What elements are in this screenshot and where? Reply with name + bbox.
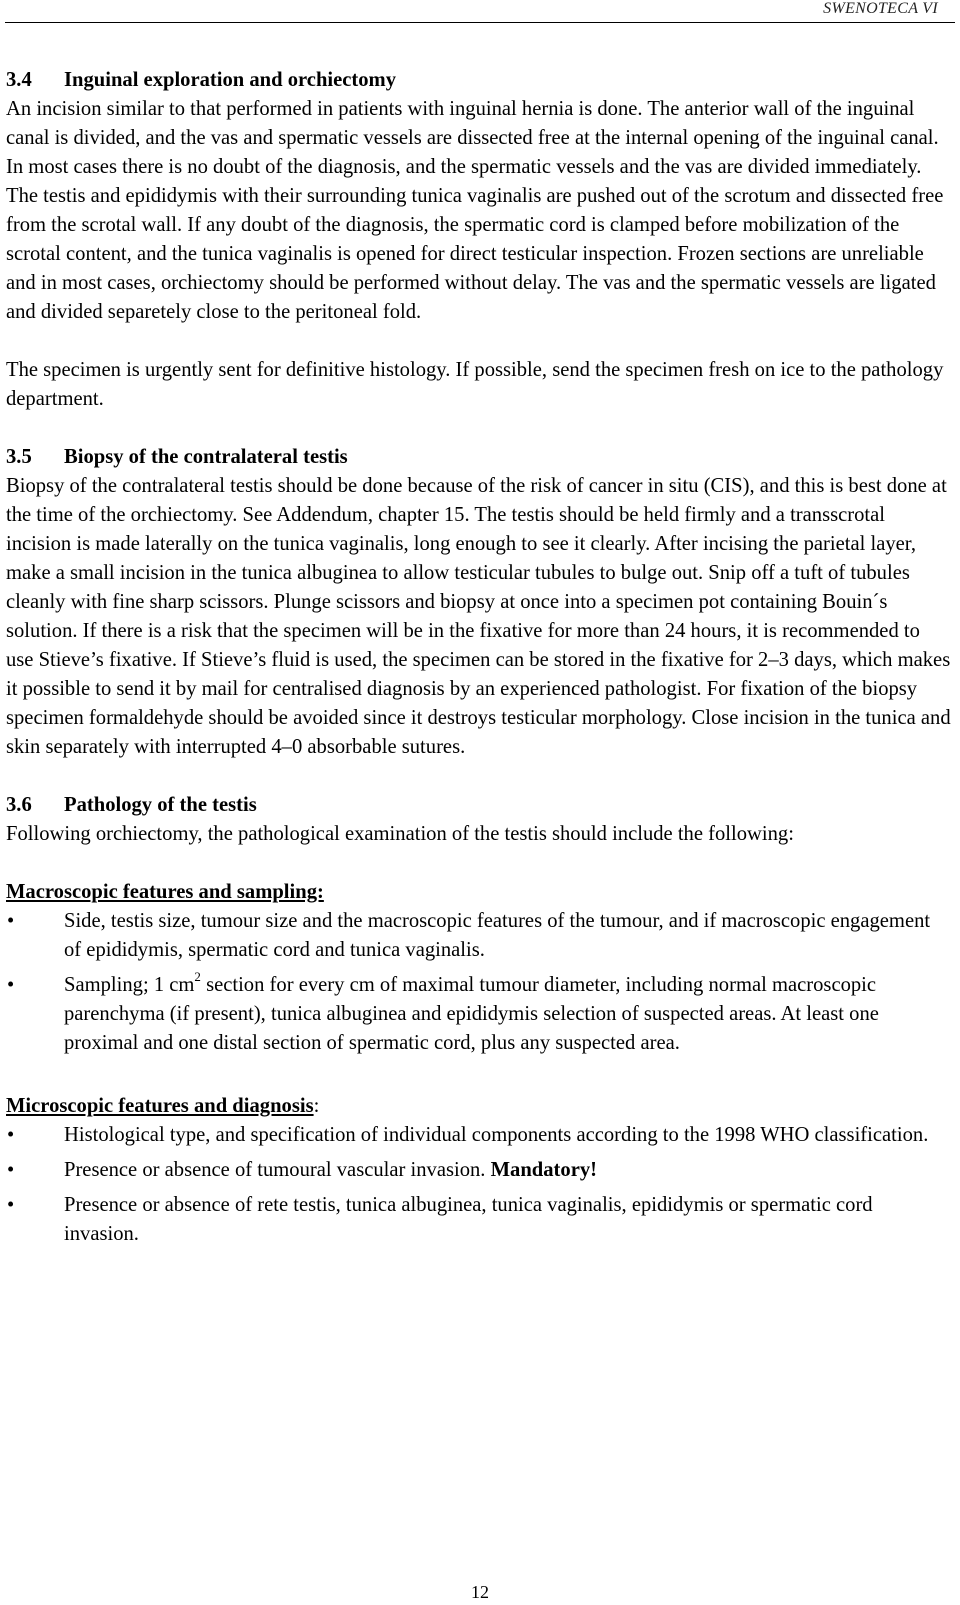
section-heading-3-6: [6, 791, 952, 820]
paragraph: The specimen is urgently sent for definitive histology. If possible, send the specimen fresh on ice to the pathology department.: [6, 359, 944, 410]
bullet-icon: •: [7, 1194, 15, 1216]
section-heading-3-4: [6, 66, 952, 95]
section-number: 3.4: [6, 69, 32, 91]
page-number: 12: [471, 1582, 489, 1602]
paragraph: Following orchiectomy, the pathological examination of the testis should include the following:: [6, 823, 794, 845]
section-number: 3.6: [6, 794, 32, 816]
list-item-text: Side, testis size, tumour size and the macroscopic features of the tumour, and if macroscopic engagement of epididymis, spermatic cord and tunica vaginalis.: [64, 910, 931, 961]
bullet-icon: •: [7, 910, 15, 932]
list-item-text: Histological type, and specification of individual components according to the 1998 WHO classification.: [64, 1124, 929, 1146]
bullet-icon: •: [7, 1124, 15, 1146]
bullet-icon: •: [7, 1159, 15, 1181]
subheading-text: Macroscopic features and sampling:: [6, 881, 324, 903]
list-item-text: Presence or absence of tumoural vascular invasion.: [64, 1159, 491, 1181]
section-number: 3.5: [6, 446, 32, 468]
subheading-colon: :: [313, 1095, 320, 1117]
header-rule: [5, 22, 955, 23]
list-item: [6, 907, 952, 965]
bullet-icon: •: [7, 974, 15, 996]
list-item-text: Presence or absence of rete testis, tunica albuginea, tunica vaginalis, epididymis or spermatic cord invasion.: [64, 1194, 873, 1245]
list-item: [6, 1156, 952, 1185]
superscript: 2: [194, 969, 201, 985]
section-title: Inguinal exploration and orchiectomy: [64, 69, 397, 91]
emphasis-mandatory: Mandatory!: [490, 1159, 597, 1181]
running-header: SWENOTECA VI: [823, 0, 938, 17]
section-title: Pathology of the testis: [64, 794, 257, 816]
list-item-text: section for every cm of maximal tumour diameter, including normal macroscopic parenchyma (if present), tunica albuginea and epididymis selection of suspected areas. At least one proximal and one distal section of spermatic cord, plus any suspected area.: [64, 974, 879, 1054]
subheading-microscopic: [6, 1092, 952, 1121]
microscopic-list: [6, 1121, 952, 1249]
paragraph: An incision similar to that performed in patients with inguinal hernia is done. The anterior wall of the inguinal canal is divided, and the vas and spermatic vessels are dissected free at the internal opening of the inguinal canal. In most cases there is no doubt of the diagnosis, and the spermatic vessels and the vas are divided immediately. The testis and epididymis with their surrounding tunica vaginalis are pushed out of the scrotum and dissected free from the scrotal wall. If any doubt of the diagnosis, the spermatic cord is clamped before mobilization of the scrotal content, and the tunica vaginalis is opened for direct testicular inspection. Frozen sections are unreliable and in most cases, orchiectomy should be performed without delay. The vas and the spermatic vessels are ligated and divided separetely close to the peritoneal fold.: [6, 98, 944, 323]
section-title: Biopsy of the contralateral testis: [64, 446, 348, 468]
page-body: [6, 66, 952, 1255]
macroscopic-list: [6, 907, 952, 1058]
list-item: [6, 1191, 952, 1249]
section-heading-3-5: [6, 443, 952, 472]
list-item: [6, 1121, 952, 1150]
subheading-text: Microscopic features and diagnosis: [6, 1095, 314, 1117]
paragraph: Biopsy of the contralateral testis should be done because of the risk of cancer in situ (CIS), and this is best done at the time of the orchiectomy. See Addendum, chapter 15. The testis should be held firmly and a transscrotal incision is made laterally on the tunica vaginalis, long enough to see it clearly. After incising the parietal layer, make a small incision in the tunica albuginea to allow testicular tubules to bulge out. Snip off a tuft of tubules cleanly with fine sharp scissors. Plunge scissors and biopsy at once into a specimen pot containing Bouin´s solution. If there is a risk that the specimen will be in the fixative for more than 24 hours, it is recommended to use Stieve’s fixative. If Stieve’s fluid is used, the specimen can be stored in the fixative for 2–3 days, which makes it possible to send it by mail for centralised diagnosis by an experienced pathologist. For fixation of the biopsy specimen formaldehyde should be avoided since it destroys testicular morphology. Close incision in the tunica and skin separately with interrupted 4–0 absorbable sutures.: [6, 475, 951, 758]
list-item: [6, 971, 952, 1058]
subheading-macroscopic: [6, 878, 952, 907]
list-item-text: Sampling; 1 cm: [64, 974, 195, 996]
